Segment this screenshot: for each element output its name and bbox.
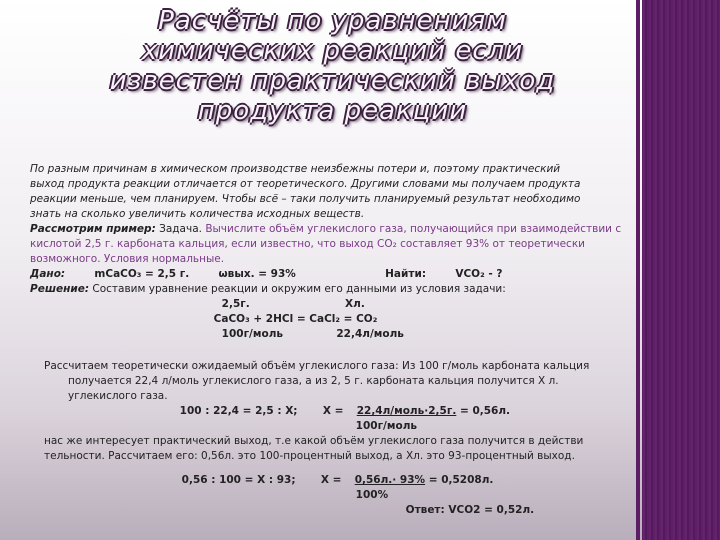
example-label: Рассмотрим пример: [30, 223, 156, 235]
answer-line [30, 503, 628, 518]
task-text: Вычислите объём углекислого газа, получающийся при взаимодействии с [205, 223, 622, 235]
calc2-result: = 0,5208л. [428, 474, 494, 486]
calc2-formula [30, 473, 628, 488]
given-mass: mCaCO₃ = 2,5 г. [94, 268, 190, 280]
equation-above [30, 297, 628, 312]
task-line: возможного. Условия нормальные. [30, 253, 225, 265]
answer: Ответ: VCO2 = 0,52л. [405, 504, 535, 516]
calc1-denominator: 100г/моль [355, 420, 418, 432]
calc1-numerator: 22,4л/моль·2,5г. [356, 405, 457, 417]
calc1-line: углекислого газа. [68, 390, 168, 402]
given-line [30, 267, 628, 282]
slide-content [30, 162, 628, 518]
calc2-denominator: 100% [355, 489, 389, 501]
calc2-numerator: 0,56л.· 93% [354, 474, 426, 486]
title-line: продукта реакции [197, 96, 468, 126]
solution-text: Составим уравнение реакции и окружим его данными из условия задачи: [92, 283, 506, 295]
calc2-denominator-line [30, 488, 628, 503]
calc1-line: получается 22,4 л/моль углекислого газа, а из 2, 5 г. карбоната кальция получится Х л. [68, 375, 559, 387]
calc2-proportion: 0,56 : 100 = X : 93; [181, 474, 296, 486]
calc2-x: X = [320, 474, 342, 486]
title-line: известен практический выход [109, 66, 556, 96]
calc1-result: = 0,56л. [459, 405, 511, 417]
title-line: Расчёты по уравнениям [158, 6, 507, 36]
below-left: 100г/моль [221, 328, 284, 340]
above-right: Xл. [345, 298, 365, 310]
find-label: Найти: [385, 268, 427, 280]
solution-label: Решение: [30, 283, 90, 295]
calc1-denominator-line [30, 419, 628, 434]
equation-below [30, 327, 628, 342]
example-line [30, 222, 628, 237]
decorative-side-strip [642, 0, 720, 540]
find-value: VCO₂ - ? [455, 268, 503, 280]
calc1-formula [30, 404, 628, 419]
calc1-x: X = [322, 405, 344, 417]
task-word: Задача. [159, 223, 202, 235]
given-label: Дано: [30, 268, 66, 280]
slide-title [40, 6, 625, 126]
task-line: кислотой 2,5 г. карбоната кальция, если известно, что выход СО₂ составляет 93% от теоретически [30, 238, 585, 250]
above-left: 2,5г. [221, 298, 250, 310]
calc1-line: Рассчитаем теоретически ожидаемый объём углекислого газа: Из 100 г/моль карбоната кальция [44, 360, 590, 372]
intro-line: По разным причинам в химическом производстве неизбежны потери и, поэтому практический [30, 163, 561, 175]
intro-line: выход продукта реакции отличается от теоретического. Другими словами мы получаем продукта [30, 178, 581, 190]
solution-line [30, 282, 628, 297]
given-yield: ωвых. = 93% [218, 268, 296, 280]
calc2-line: тельности. Рассчитаем его: 0,56л. это 100-процентный выход, а Хл. это 93-процентный выход. [44, 450, 575, 462]
title-line: химических реакций если [141, 36, 524, 66]
side-divider-line [636, 0, 640, 540]
reaction-equation: CaCO₃ + 2HCl = CaCl₂ = CO₂ [213, 313, 378, 325]
calc1-proportion: 100 : 22,4 = 2,5 : X; [179, 405, 298, 417]
intro-line: знать на сколько увеличить количества исходных веществ. [30, 208, 365, 220]
intro-line: реакции меньше, чем планируем. Чтобы всё – таки получить планируемый результат необходимо [30, 193, 581, 205]
below-right: 22,4л/моль [336, 328, 404, 340]
equation-line [30, 312, 628, 327]
calc2-line: нас же интересует практический выход, т.е какой объём углекислого газа получится в действи [44, 435, 584, 447]
